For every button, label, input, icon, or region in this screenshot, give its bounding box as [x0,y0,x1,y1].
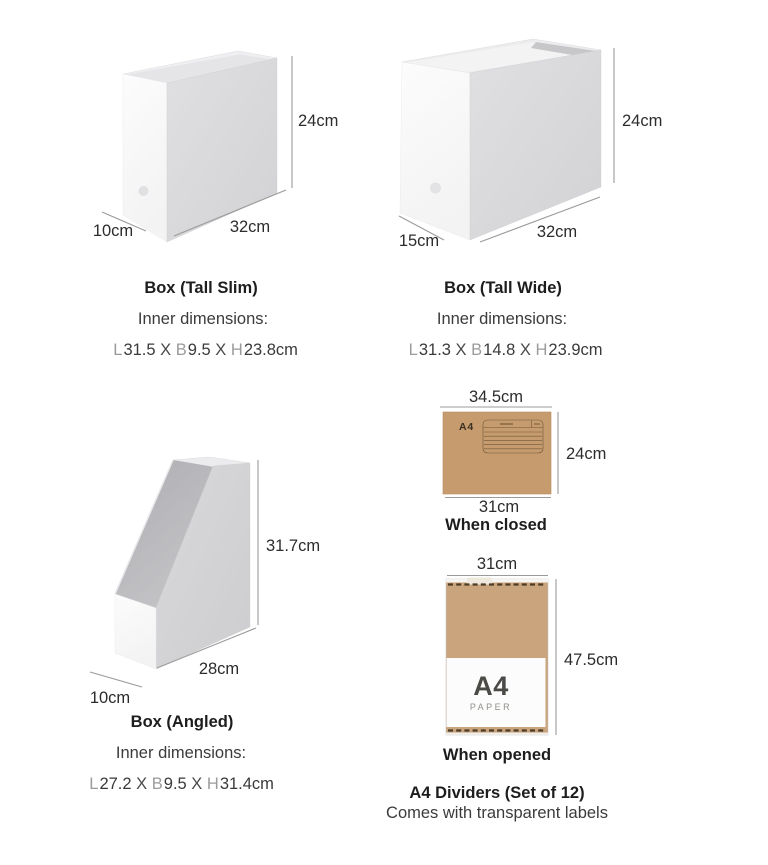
dim-letter-l: L [408,341,418,359]
dim-letter-h: H [206,775,219,793]
height-dimension-label: 47.5cm [564,651,619,669]
width-dimension-label: 31cm [476,555,518,573]
depth-dimension-label: 10cm [92,222,134,240]
thumb-hole [430,183,441,194]
divider-top-band [446,579,548,583]
box-right-face [470,50,601,240]
dim-letter-h: H [535,341,548,359]
depth-dimension-line [90,672,142,687]
dividers-title: A4 Dividers (Set of 12) [409,784,585,803]
tall-wide-box-illustration [399,39,663,250]
angled-inner-dims: L27.2 X B9.5 X H31.4cm [89,775,274,793]
depth-dimension-label: 10cm [89,689,131,707]
dim-letter-b: B [471,341,483,359]
a4-label-title: A4 [473,671,509,701]
angled-inner-heading: Inner dimensions: [115,744,247,763]
dim-letter-l: L [113,341,123,359]
tall-slim-inner-dims: L31.5 X B9.5 X H23.8cm [113,341,298,359]
a4-label-subtitle: PAPER [469,702,513,712]
height-dimension-label: 24cm [566,445,607,463]
divider-bottom-band [446,733,548,736]
dim-letter-l: L [89,775,99,793]
width-dimension-label: 28cm [198,660,240,678]
angled-title: Box (Angled) [130,713,234,732]
tall-wide-title: Box (Tall Wide) [444,279,562,298]
when-opened-caption: When opened [442,746,552,765]
dim-letter-b: B [175,341,187,359]
height-dimension-label: 24cm [298,112,339,130]
depth-dimension-label: 15cm [398,232,440,250]
tall-slim-inner-heading: Inner dimensions: [137,310,269,329]
tall-slim-box-illustration [93,51,339,242]
tall-wide-inner-heading: Inner dimensions: [436,310,568,329]
when-closed-caption: When closed [445,516,547,535]
height-dimension-label: 31.7cm [266,537,321,555]
divider-tab [467,578,492,585]
tall-slim-title: Box (Tall Slim) [144,279,258,298]
box-right-face [167,58,277,242]
angled-box-illustration [90,457,320,707]
top-width-dimension-label: 34.5cm [468,388,524,406]
tall-wide-inner-dims: L31.3 X B14.8 X H23.9cm [408,341,603,359]
width-dimension-label: 32cm [536,223,578,241]
dividers-opened-illustration [446,555,618,735]
box-left-face [123,74,167,242]
dim-letter-b: B [151,775,163,793]
width-dimension-label: 32cm [229,218,271,236]
dividers-subtitle: Comes with transparent labels [386,804,608,823]
dividers-closed-illustration [440,388,606,516]
dim-letter-h: H [230,341,243,359]
a4-print-mark: A4 [459,421,475,433]
bottom-width-dimension-label: 31cm [478,498,520,516]
box-left-face [400,62,470,240]
height-dimension-label: 24cm [622,112,663,130]
thumb-hole [139,186,149,196]
